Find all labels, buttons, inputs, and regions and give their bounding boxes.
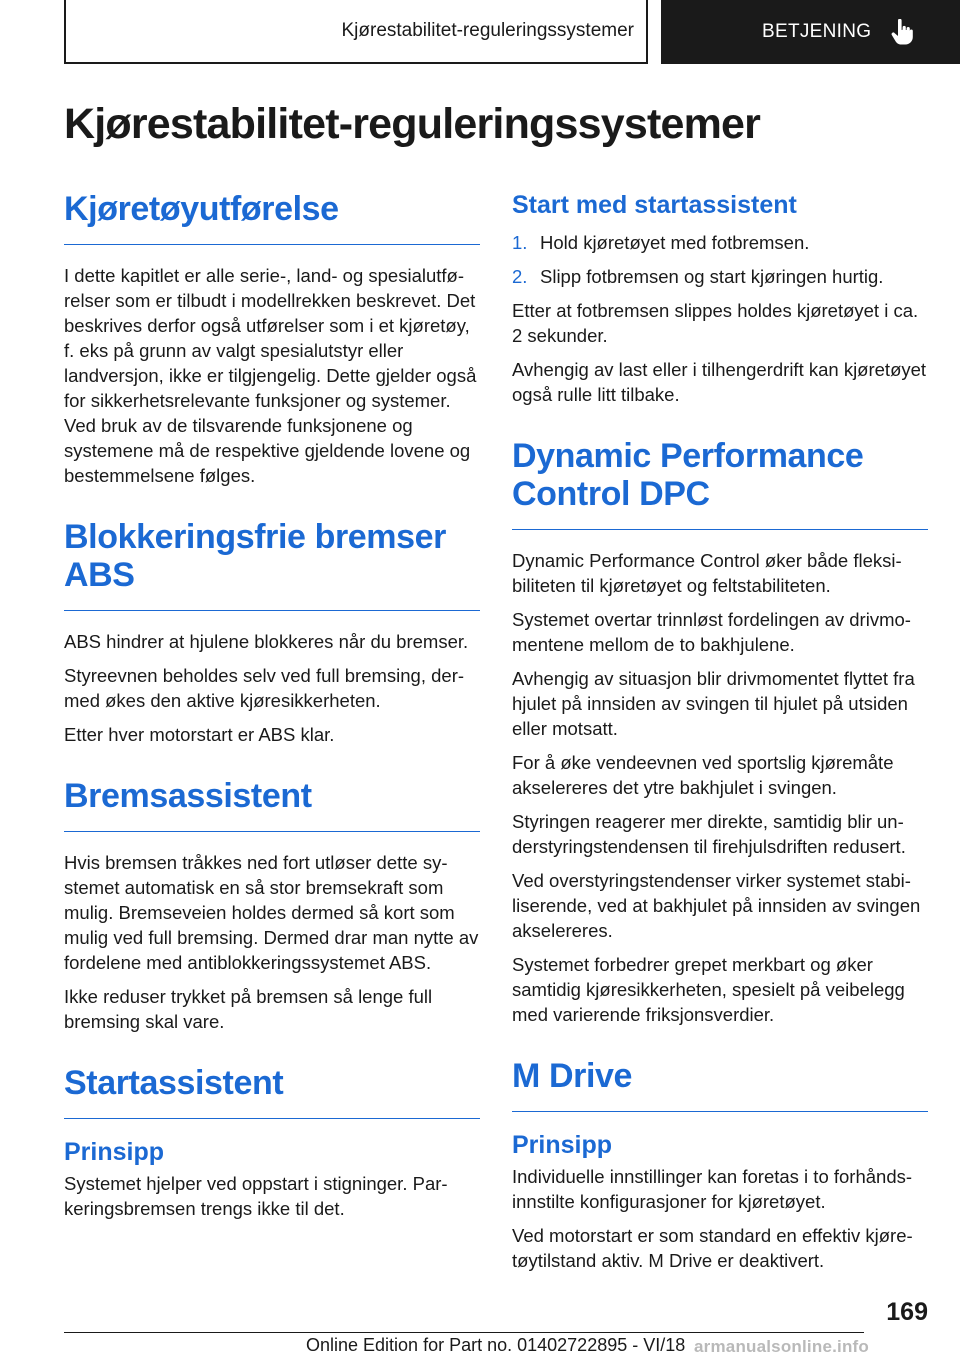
step-number: 2. (512, 266, 528, 287)
step-text: Slipp fotbremsen og start kjøringen hurtig. (540, 266, 884, 287)
paragraph: Hvis bremsen tråkkes ned fort utløser dette systemet automatisk en så stor bremsekraft som mulig. Bremseveien holdes dermed så kort som mulig ved full bremsing. Dermed drar man nytte av fordelene med antiblokkeringssystemet ABS. (64, 852, 479, 973)
page-title: Kjørestabilitet-reguleringssystemer (64, 100, 761, 148)
header-chapter-tab (661, 0, 960, 64)
paragraph: Individuelle innstillinger kan foretas i to forhåndsinnstilte konfigurasjoner for kjøretøyet. (512, 1166, 913, 1212)
paragraph: Styringen reagerer mer direkte, samtidig blir understyringstendensen til firehjulsdriften redusert. (512, 811, 906, 857)
step-number: 1. (512, 232, 528, 253)
subsection-title-principle: Prinsipp (64, 1138, 165, 1166)
paragraph: Styreevnen beholdes selv ved full bremsing, dermed økes den aktive kjøresikkerheten. (64, 665, 465, 711)
section-title-start-assist: Startassistent (64, 1064, 480, 1119)
left-column (64, 190, 480, 1230)
paragraph: Systemet forbedrer grepet merkbart og øker samtidig kjøresikkerheten, spesielt på veibelegg med varierende friksjonsverdier. (512, 954, 905, 1025)
footer-divider (64, 1332, 864, 1333)
footer-edition: Online Edition for Part no. 01402722895 - VI/18 (306, 1335, 686, 1355)
subsection-title-principle: Prinsipp (512, 1131, 613, 1159)
step-text: Hold kjøretøyet med fotbremsen. (540, 232, 810, 253)
paragraph: ABS hindrer at hjulene blokkeres når du bremser. (64, 631, 469, 652)
paragraph: Ved motorstart er som standard en effektiv kjøretøytilstand aktiv. M Drive er deaktivert. (512, 1225, 913, 1271)
list-item (512, 264, 928, 289)
paragraph: Avhengig av situasjon blir drivmomentet flyttet fra hjulet på innsiden av svingen til hjulet på utsiden eller motsatt. (512, 668, 915, 739)
paragraph: Dynamic Performance Control øker både fleksibiliteten til kjøretøyet og feltstabiliteten. (512, 550, 902, 596)
header-section-label: Kjørestabilitet-reguleringssystemer (341, 20, 634, 41)
section-title-brake-assist: Bremsassistent (64, 777, 480, 832)
paragraph: I dette kapitlet er alle serie-, land- og spesialutførelser som er tilbudt i modellrekken beskrevet. Det beskrives derfor også utførelser som i et kjøretøy, f. eks på grunn av valgt spesialutstyr eller landversjon, ikke er tilgjengelig. Dette gjelder også for sikkerhetsrelevante funksjoner og systemer. Ved bruk av de tilsvarende funksjonene og systemene må de respektive gjeldende lovene og bestemmelsene følges. (64, 265, 477, 486)
subsection-title-start-with-assist: Start med startassistent (512, 191, 797, 219)
header-chapter-label: BETJENING (762, 21, 872, 42)
section-title-vehicle-version: Kjøretøyutførelse (64, 190, 480, 245)
paragraph: Systemet overtar trinnløst fordelingen av drivmomentene mellom de to bakhjulene. (512, 609, 911, 655)
right-column (512, 190, 928, 1282)
paragraph: For å øke vendeevnen ved sportslig kjøremåte akselereres det ytre bakhjulet i svingen. (512, 752, 894, 798)
section-title-m-drive: M Drive (512, 1057, 928, 1112)
list-item (512, 230, 928, 255)
paragraph: Avhengig av last eller i tilhengerdrift kan kjøretøyet også rulle litt tilbake. (512, 359, 927, 405)
paragraph: Systemet hjelper ved oppstart i stigninger. Parkeringsbremsen trengs ikke til det. (64, 1173, 448, 1219)
paragraph: Etter hver motorstart er ABS klar. (64, 724, 335, 745)
header-section-title (64, 0, 648, 64)
paragraph: Ikke reduser trykket på bremsen så lenge full bremsing skal vare. (64, 986, 433, 1032)
hand-pointer-icon (891, 19, 913, 45)
watermark: armanualsonline.info (694, 1337, 869, 1356)
paragraph: Ved overstyringstendenser virker systemet stabiliserende, ved at bakhjulet på innsiden av svingen akselereres. (512, 870, 921, 941)
section-title-dpc: Dynamic Performance Control DPC (512, 437, 928, 530)
section-title-abs: Blokkeringsfrie bremser ABS (64, 518, 480, 611)
page-number: 169 (886, 1298, 928, 1326)
paragraph: Etter at fotbremsen slippes holdes kjøretøyet i ca. 2 sekunder. (512, 300, 919, 346)
steps-list (512, 230, 928, 289)
